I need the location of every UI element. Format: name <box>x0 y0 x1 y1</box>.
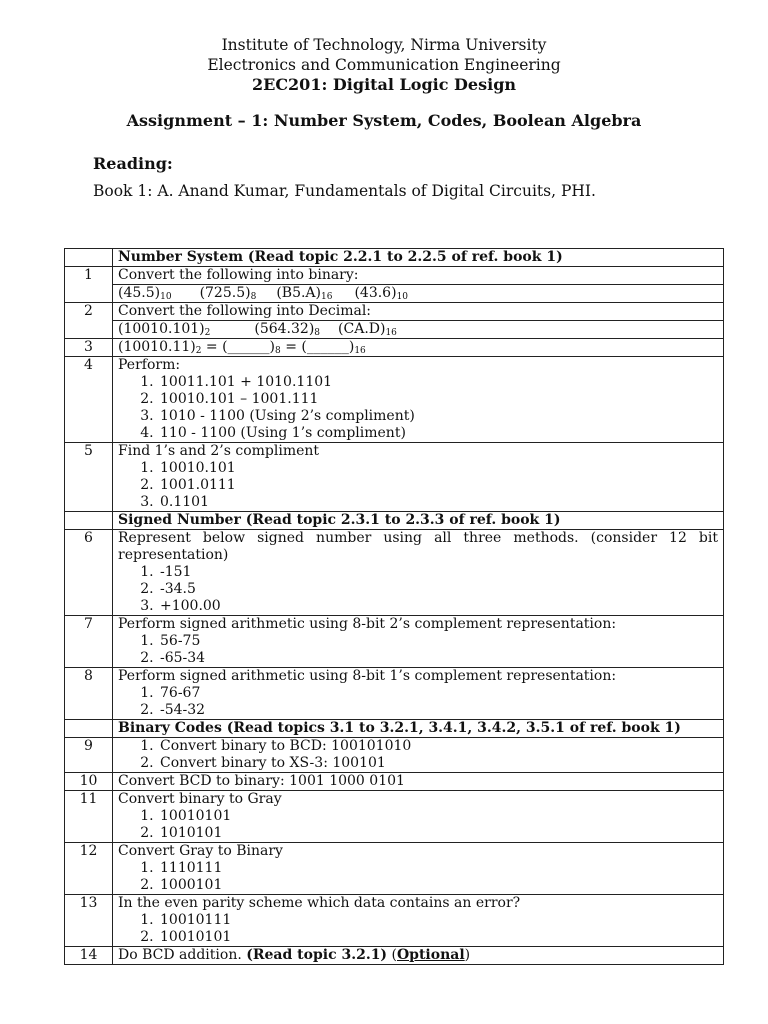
reading-book: Book 1: A. Anand Kumar, Fundamentals of Digital Circuits, PHI. <box>93 182 596 200</box>
question-row <box>65 773 724 791</box>
question-text: Perform signed arithmetic using 8-bit 2’s complement representation: <box>118 616 617 632</box>
list-item: 4. 110 - 1100 (Using 1’s compliment) <box>158 425 718 442</box>
list-item: 1. 10010.101 <box>158 460 718 477</box>
question-row <box>65 668 724 720</box>
question-row <box>65 738 724 773</box>
institute-name: Institute of Technology, Nirma University <box>221 36 547 54</box>
reading-label: Reading: <box>93 154 173 173</box>
list-item: 3. 0.1101 <box>158 494 718 511</box>
question-items <box>118 738 718 772</box>
section-binary-codes: Binary Codes (Read topics 3.1 to 3.2.1, 3.4.1, 3.4.2, 3.5.1 of ref. book 1) <box>113 720 724 738</box>
question-number: 8 <box>65 668 113 720</box>
question-number: 7 <box>65 616 113 668</box>
list-item: 2. -65-34 <box>158 650 718 667</box>
list-item: 3. +100.00 <box>158 598 718 615</box>
question-number: 12 <box>65 843 113 895</box>
question-text: Perform signed arithmetic using 8-bit 1’s complement representation: <box>118 668 617 684</box>
question-number: 4 <box>65 357 113 443</box>
list-item: 1. 10010111 <box>158 912 718 929</box>
section-number-system: Number System (Read topic 2.2.1 to 2.2.5 of ref. book 1) <box>113 249 724 267</box>
question-row <box>65 947 724 965</box>
list-item: 1. 76-67 <box>158 685 718 702</box>
question-text: Convert the following into Decimal: <box>113 303 724 321</box>
question-text: Find 1’s and 2’s compliment <box>118 443 320 459</box>
list-item: 1. 10011.101 + 1010.1101 <box>158 374 718 391</box>
question-row <box>65 843 724 895</box>
question-items <box>118 633 718 667</box>
question-number: 14 <box>65 947 113 965</box>
list-item: 2. 10010101 <box>158 929 718 946</box>
department-name: Electronics and Communication Engineering <box>207 56 561 74</box>
list-item: 2. -54-32 <box>158 702 718 719</box>
question-number: 10 <box>65 773 113 791</box>
question-text: Convert BCD to binary: 1001 1000 0101 <box>113 773 724 791</box>
list-item: 1. 56-75 <box>158 633 718 650</box>
question-items <box>118 808 718 842</box>
question-row <box>65 303 724 321</box>
question-number: 11 <box>65 791 113 843</box>
question-items <box>118 912 718 946</box>
question-items <box>118 860 718 894</box>
question-number: 9 <box>65 738 113 773</box>
question-row <box>65 339 724 357</box>
question-text: $(10010.11)_2$ = $(\_\_\_\_\_\_)_8$ = $(\_\_\_\_\_\_)_{16}$ <box>113 339 724 357</box>
question-items <box>118 564 718 615</box>
section-row <box>65 249 724 267</box>
question-text: Represent below signed number using all three methods. (consider 12 bit representation) <box>118 530 718 563</box>
question-text: Do BCD addition. (Read topic 3.2.1) (Optional) <box>113 947 724 965</box>
question-text: Convert the following into binary: <box>113 267 724 285</box>
list-item: 2. 10010.101 – 1001.111 <box>158 391 718 408</box>
question-number: 6 <box>65 530 113 616</box>
course-title: 2EC201: Digital Logic Design <box>251 75 517 94</box>
question-row <box>65 530 724 616</box>
list-item: 1. Convert binary to BCD: 100101010 <box>158 738 718 755</box>
list-item: 2. 1000101 <box>158 877 718 894</box>
list-item: 1. 10010101 <box>158 808 718 825</box>
question-table <box>64 248 724 965</box>
question-values: $(45.5)_{10}$ $(725.5)_8$ $(B5.A)_{16}$ $(43.6)_{10}$ <box>113 285 724 303</box>
question-number: 5 <box>65 443 113 512</box>
question-row <box>65 616 724 668</box>
question-values-row <box>65 285 724 303</box>
assignment-title: Assignment – 1: Number System, Codes, Boolean Algebra <box>126 111 642 130</box>
question-values-row <box>65 321 724 339</box>
question-text: Convert Gray to Binary <box>118 843 283 859</box>
section-signed-number: Signed Number (Read topic 2.3.1 to 2.3.3 of ref. book 1) <box>113 512 724 530</box>
question-items <box>118 460 718 511</box>
question-number: 3 <box>65 339 113 357</box>
question-text: Convert binary to Gray <box>118 791 282 807</box>
section-row <box>65 720 724 738</box>
question-row <box>65 443 724 512</box>
question-row <box>65 791 724 843</box>
list-item: 1. -151 <box>158 564 718 581</box>
question-items <box>118 374 718 442</box>
question-row <box>65 357 724 443</box>
list-item: 2. 1010101 <box>158 825 718 842</box>
question-values: $(10010.101)_2$ $(564.32)_8$ $(CA.D)_{16}$ <box>113 321 724 339</box>
question-number: 2 <box>65 303 113 339</box>
question-items <box>118 685 718 719</box>
list-item: 2. Convert binary to XS-3: 100101 <box>158 755 718 772</box>
section-row <box>65 512 724 530</box>
question-row <box>65 267 724 285</box>
question-number: 13 <box>65 895 113 947</box>
list-item: 2. -34.5 <box>158 581 718 598</box>
list-item: 2. 1001.0111 <box>158 477 718 494</box>
question-row <box>65 895 724 947</box>
question-text: Perform: <box>118 357 181 373</box>
question-number: 1 <box>65 267 113 303</box>
question-text: In the even parity scheme which data contains an error? <box>118 895 521 911</box>
document-header <box>0 35 768 95</box>
list-item: 3. 1010 - 1100 (Using 2’s compliment) <box>158 408 718 425</box>
list-item: 1. 1110111 <box>158 860 718 877</box>
